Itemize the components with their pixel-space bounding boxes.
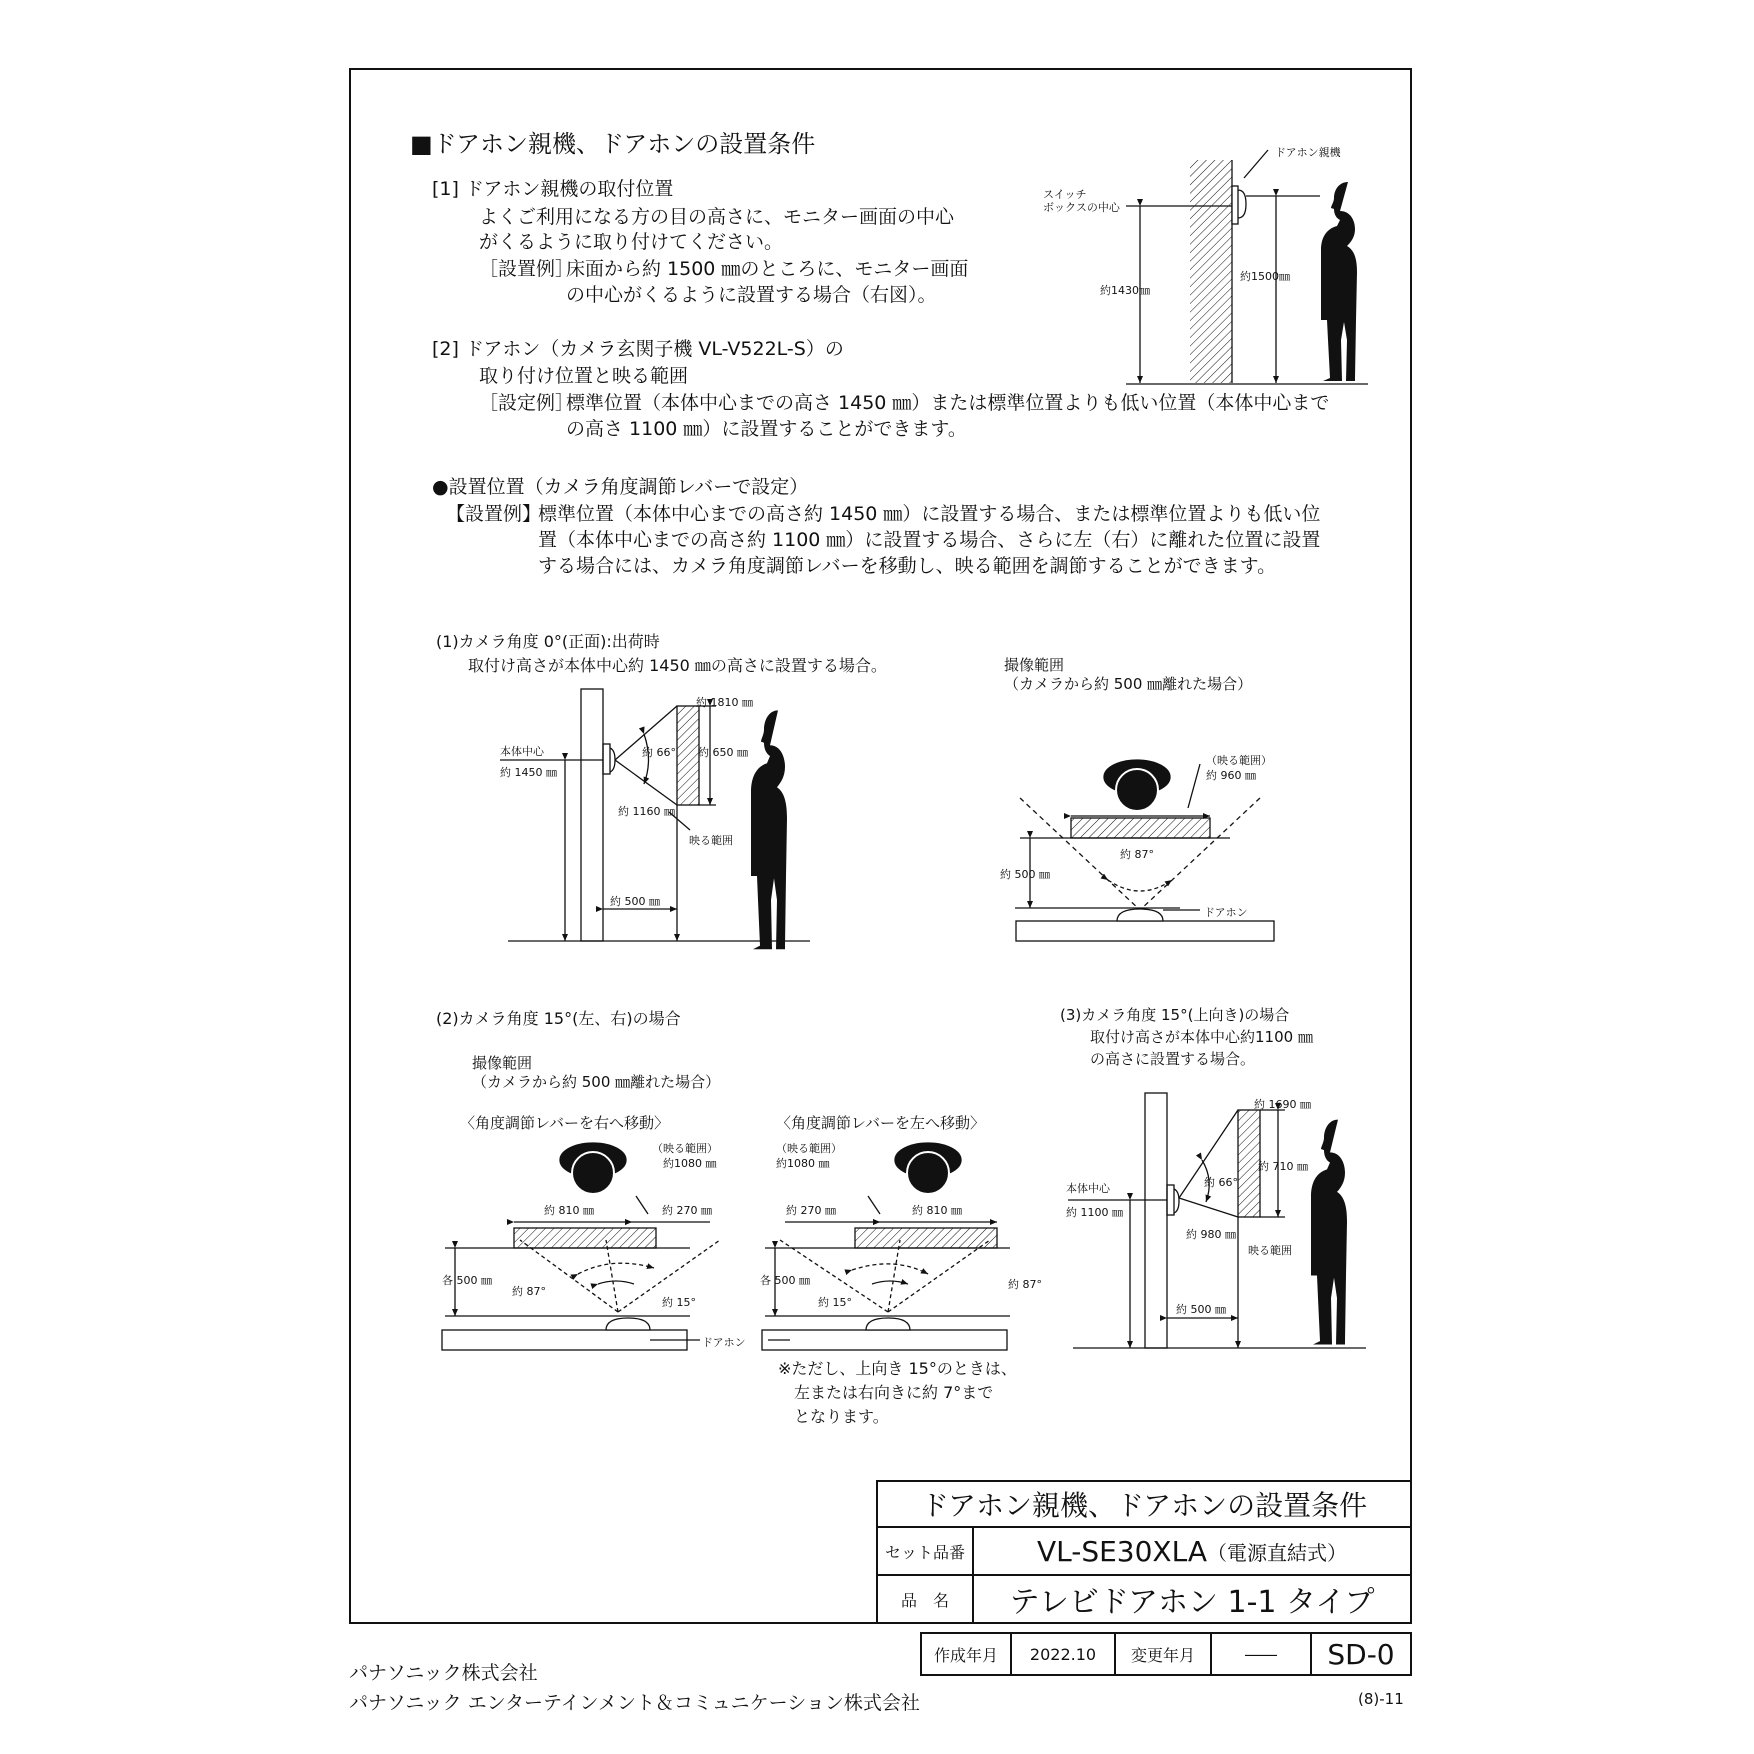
person-silhouette-fig3 — [1311, 1120, 1347, 1345]
fig3-subtitle: 取付け高さが本体中心約1100 ㎜ — [1090, 1028, 1313, 1046]
footer-page: (8)-11 — [1358, 1690, 1404, 1708]
fig2-subtitle: 撮像範囲 — [472, 1054, 533, 1072]
position-line3: する場合には、カメラ角度調節レバーを移動し、映る範囲を調節することができます。 — [538, 555, 1277, 577]
fig1-distance: 約 500 ㎜ — [610, 895, 660, 908]
item1-example-label: ［設置例］ — [479, 258, 575, 280]
fig1-subtitle: 取付け高さが本体中心約 1450 ㎜の高さに設置する場合。 — [468, 656, 887, 675]
fig1-range: 映る範囲 — [689, 834, 733, 847]
item1-line2: がくるように取り付けてください。 — [479, 231, 784, 253]
fig2-title: (2)カメラ角度 15°(左、右)の場合 — [436, 1009, 681, 1028]
fig1-span: 約 650 ㎜ — [698, 746, 748, 759]
footer-company1: パナソニック株式会社 — [349, 1662, 538, 1684]
fig2-note3: となります。 — [794, 1407, 889, 1426]
label-doorphone-master: ドアホン親機 — [1275, 146, 1341, 159]
fig1b-distance: 約 500 ㎜ — [1000, 868, 1050, 881]
doc-number: SD-0 — [1327, 1637, 1395, 1671]
position-example-label: 【設置例】 — [446, 503, 542, 525]
fig2-doorphone: ドアホン — [702, 1336, 746, 1349]
item1-example-line1: 床面から約 1500 ㎜のところに、モニター画面 — [566, 258, 969, 280]
dim-1500: 約1500㎜ — [1240, 270, 1290, 283]
fig3-subtitle2: の高さに設置する場合。 — [1090, 1050, 1256, 1068]
fig1-title: (1)カメラ角度 0°(正面):出荷時 — [436, 632, 660, 651]
position-heading: ●設置位置（カメラ角度調節レバーで設定） — [432, 476, 809, 498]
fig1-top: 約 1810 ㎜ — [696, 696, 753, 709]
section-title: ■ドアホン親機、ドアホンの設置条件 — [410, 130, 816, 158]
person-silhouette-top — [1321, 182, 1357, 381]
fig2-left-range-width: 約1080 ㎜ — [776, 1157, 830, 1170]
fig3-angle: 約 66° — [1204, 1176, 1238, 1189]
fig3-distance: 約 500 ㎜ — [1176, 1303, 1226, 1316]
fig2-left-angle87: 約 87° — [1008, 1278, 1042, 1291]
fig1b-range-label: （映る範囲） — [1206, 754, 1272, 767]
position-line1: 標準位置（本体中心までの高さ約 1450 ㎜）に設置する場合、または標準位置よりも低い位 — [538, 503, 1321, 525]
fig3-bottom: 約 980 ㎜ — [1186, 1228, 1236, 1241]
fig1-angle: 約 66° — [642, 746, 676, 759]
fig2-right-view — [442, 1143, 720, 1350]
item2-example-line2: の高さ 1100 ㎜）に設置することができます。 — [566, 418, 967, 440]
title-block-title: ドアホン親機、ドアホンの設置条件 — [878, 1482, 1410, 1528]
fig1b-angle: 約 87° — [1120, 848, 1154, 861]
changed-label: 変更年月 — [1116, 1634, 1212, 1674]
footer-company2: パナソニック エンターテインメント＆コミュニケーション株式会社 — [349, 1692, 920, 1714]
fig1b-title: 撮像範囲 — [1004, 656, 1065, 674]
set-label: セット品番 — [878, 1528, 974, 1576]
changed-value: ―― — [1212, 1634, 1312, 1674]
fig2-left-range-label: （映る範囲） — [776, 1142, 842, 1155]
fig1b-range-width: 約 960 ㎜ — [1206, 769, 1256, 782]
fig2-right-range-width: 約1080 ㎜ — [663, 1157, 717, 1170]
fig2-left-dist: 各 500 ㎜ — [760, 1274, 810, 1287]
fig2-subtitle2: （カメラから約 500 ㎜離れた場合） — [472, 1073, 721, 1091]
item2-heading2: 取り付け位置と映る範囲 — [479, 365, 689, 387]
fig2-right-caption: 〈角度調節レバーを右へ移動〉 — [460, 1114, 669, 1132]
fig3-range: 映る範囲 — [1248, 1244, 1292, 1257]
fig1-bottom: 約 1160 ㎜ — [618, 805, 675, 818]
set-cell — [974, 1528, 1410, 1576]
item2-example-line1: 標準位置（本体中心までの高さ 1450 ㎜）または標準位置よりも低い位置（本体中心まで — [566, 392, 1330, 414]
fig1b-doorphone: ドアホン — [1204, 906, 1248, 919]
fig2-note2: 左または右向きに約 7°まで — [794, 1383, 994, 1402]
fig2-right-dist: 各 500 ㎜ — [442, 1274, 492, 1287]
fig3-title: (3)カメラ角度 15°(上向き)の場合 — [1060, 1006, 1290, 1024]
fig1-height: 約 1450 ㎜ — [500, 766, 557, 779]
created-label: 作成年月 — [922, 1634, 1012, 1674]
fig2-left-angle15: 約 15° — [818, 1296, 852, 1309]
fig3-center-label: 本体中心 — [1066, 1182, 1110, 1195]
fig2-left-caption: 〈角度調節レバーを左へ移動〉 — [776, 1114, 985, 1132]
item2-heading: [2] ドアホン（カメラ玄関子機 VL-V522L-S）の — [432, 338, 844, 360]
fig1-center-label: 本体中心 — [500, 745, 544, 758]
created-value: 2022.10 — [1012, 1634, 1116, 1674]
person-silhouette-fig1 — [751, 710, 787, 949]
fig2-left-view — [650, 1143, 1010, 1350]
fig2-note1: ※ただし、上向き 15°のときは、 — [778, 1359, 1017, 1378]
set-value: VL-SE30XLA — [1036, 1534, 1208, 1568]
label-switch-box2: ボックスの中心 — [1043, 201, 1120, 214]
fig2-left-w810: 約 810 ㎜ — [912, 1204, 962, 1217]
item1-heading: [1] ドアホン親機の取付位置 — [432, 178, 674, 200]
name-value: テレビドアホン 1-1 タイプ — [1009, 1585, 1375, 1620]
fig2-right-w810: 約 810 ㎜ — [544, 1204, 594, 1217]
item1-line1: よくご利用になる方の目の高さに、モニター画面の中心 — [479, 206, 955, 228]
set-suffix: （電源直結式） — [1207, 1540, 1348, 1565]
item2-example-label: ［設定例］ — [479, 392, 575, 414]
fig2-right-w270: 約 270 ㎜ — [662, 1204, 712, 1217]
fig3-height: 約 1100 ㎜ — [1066, 1206, 1123, 1219]
name-label: 品 名 — [878, 1576, 974, 1622]
label-switch-box: スイッチ — [1043, 188, 1087, 201]
fig2-right-angle87: 約 87° — [512, 1285, 546, 1298]
fig3-span: 約 710 ㎜ — [1258, 1160, 1308, 1173]
dim-1430: 約1430㎜ — [1100, 284, 1150, 297]
item1-example-line2: の中心がくるように設置する場合（右図）。 — [566, 284, 937, 306]
fig2-right-angle15: 約 15° — [662, 1296, 696, 1309]
fig2-right-range-label: （映る範囲） — [652, 1142, 718, 1155]
fig1b-subtitle: （カメラから約 500 ㎜離れた場合） — [1004, 675, 1253, 693]
fig3-top: 約 1690 ㎜ — [1254, 1098, 1311, 1111]
position-line2: 置（本体中心までの高さ約 1100 ㎜）に設置する場合、さらに左（右）に離れた位置に設置 — [538, 529, 1321, 551]
fig2-left-w270: 約 270 ㎜ — [786, 1204, 836, 1217]
